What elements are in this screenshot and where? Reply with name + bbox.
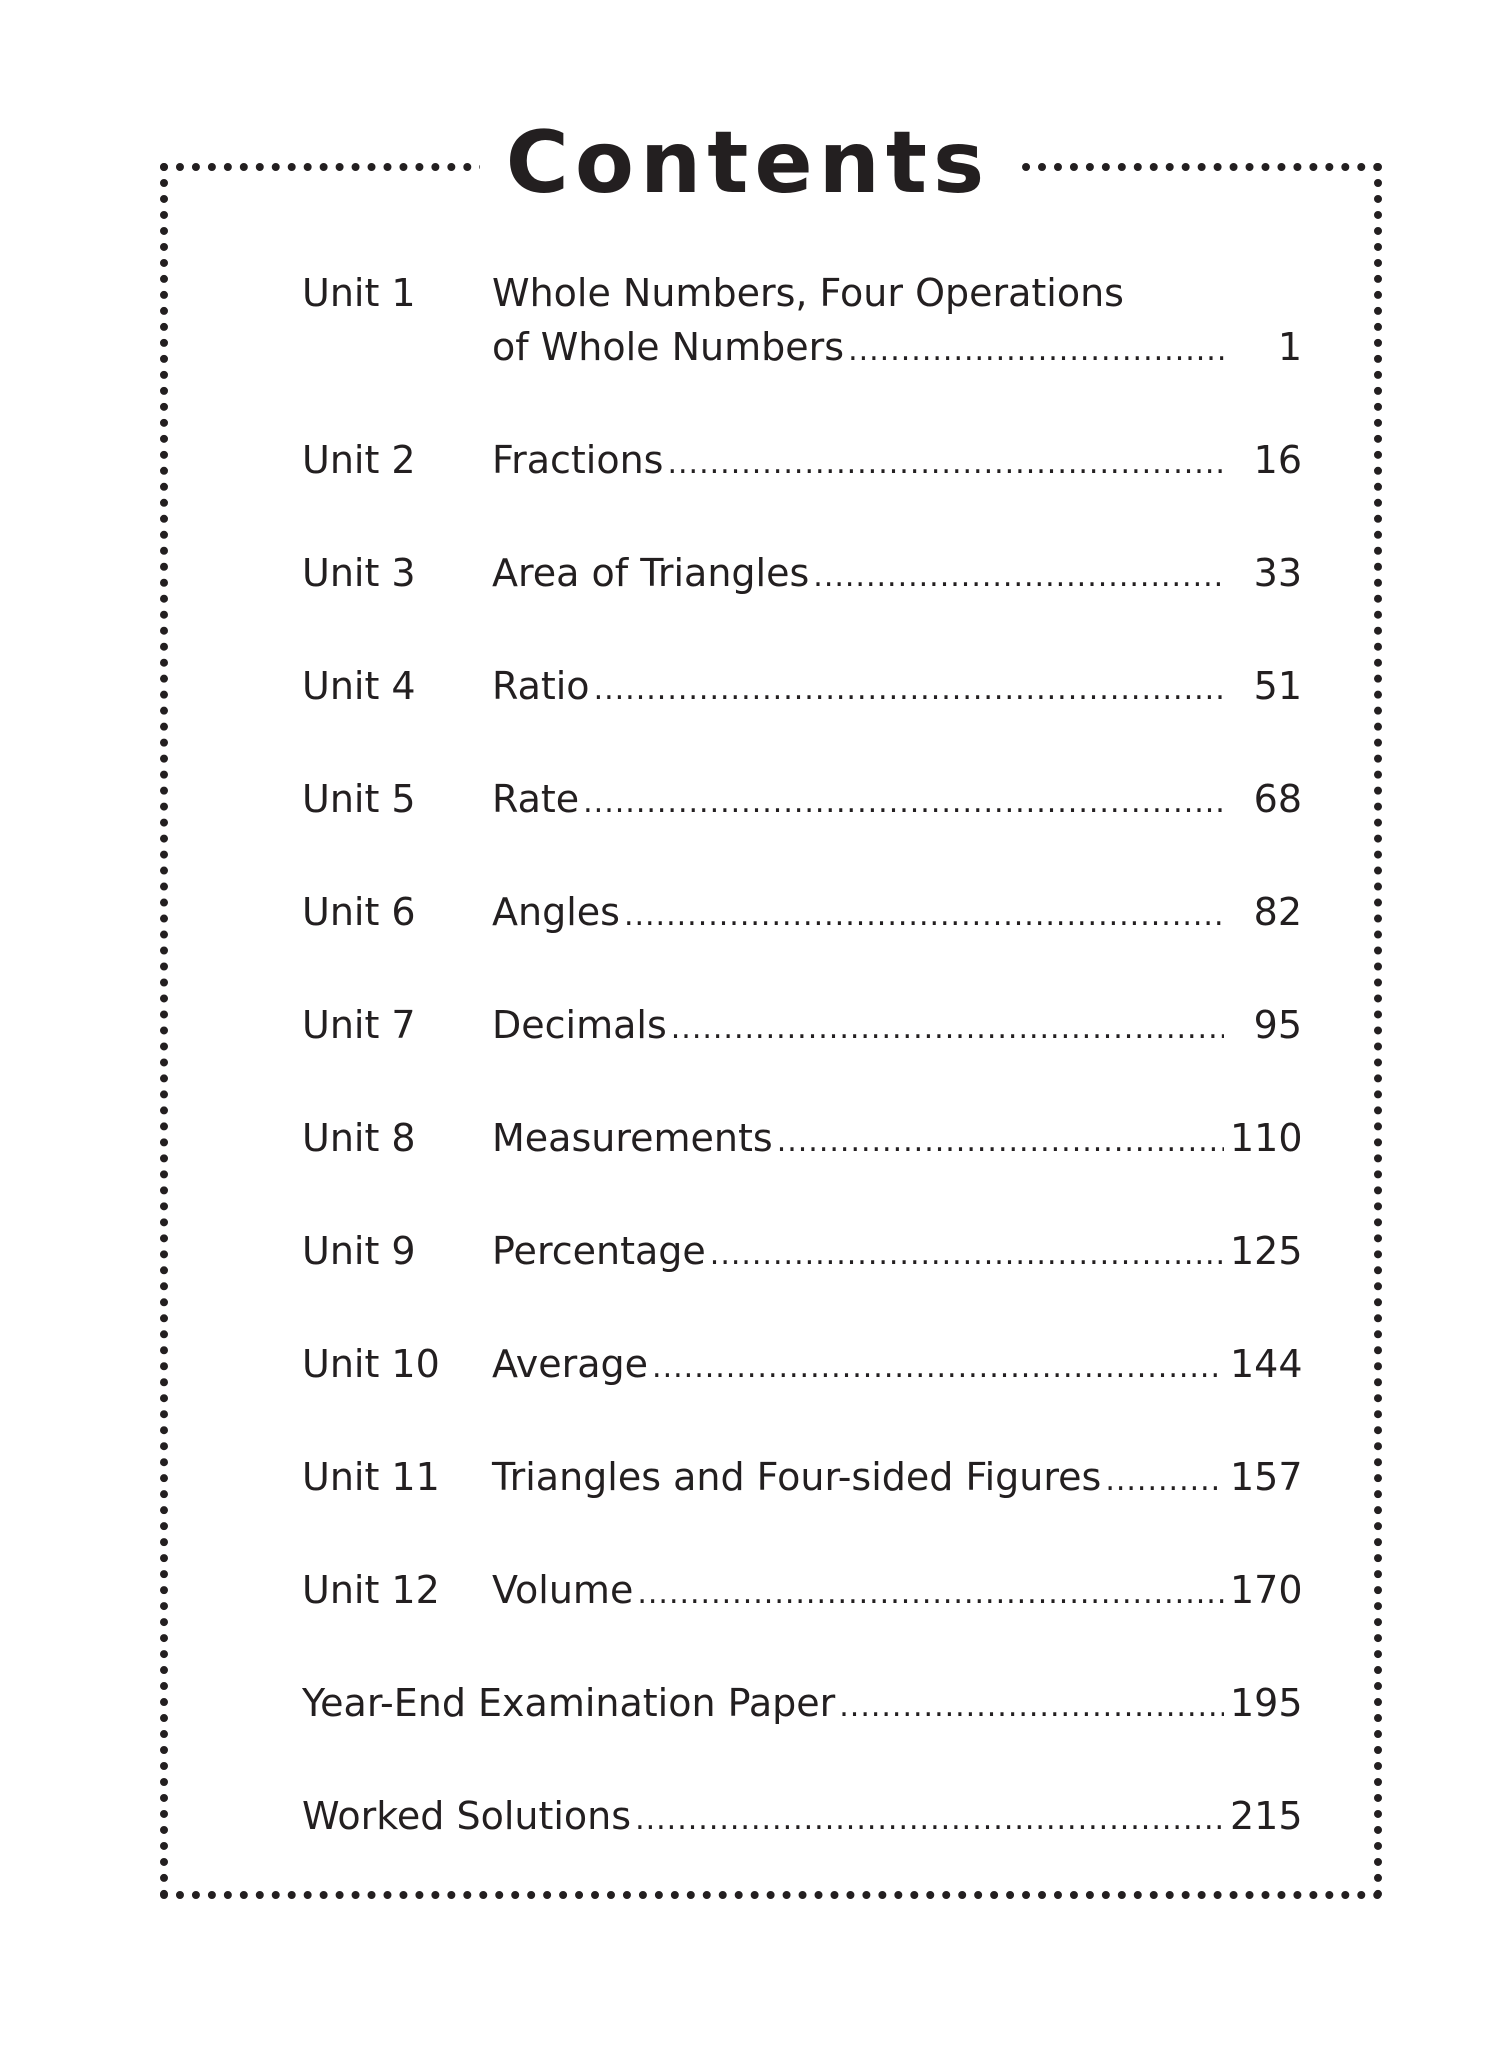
dot-leader bbox=[635, 1793, 1224, 1847]
dot-leader bbox=[1105, 1454, 1224, 1508]
unit-label: Unit 8 bbox=[302, 1116, 416, 1160]
page-number: 33 bbox=[1253, 551, 1302, 595]
page-number: 144 bbox=[1230, 1342, 1303, 1386]
unit-label: Unit 2 bbox=[302, 438, 416, 482]
entry-title: Worked Solutions bbox=[302, 1794, 632, 1838]
dot-leader bbox=[624, 889, 1224, 943]
page-number: 16 bbox=[1253, 438, 1302, 482]
unit-label: Unit 3 bbox=[302, 551, 416, 595]
unit-label: Unit 12 bbox=[302, 1568, 440, 1612]
page-number: 95 bbox=[1253, 1003, 1302, 1047]
dot-leader bbox=[839, 1680, 1224, 1734]
entry-title: Rate bbox=[492, 777, 580, 821]
unit-label: Unit 5 bbox=[302, 777, 416, 821]
toc-entry-unit-6[interactable] bbox=[302, 885, 1302, 943]
entry-title: Average bbox=[492, 1342, 649, 1386]
entry-title: Year-End Examination Paper bbox=[302, 1681, 836, 1725]
unit-label: Unit 4 bbox=[302, 664, 416, 708]
dot-leader bbox=[667, 437, 1224, 491]
entry-title: Area of Triangles bbox=[492, 551, 810, 595]
toc-entry-year-end-exam[interactable] bbox=[302, 1676, 1302, 1734]
table-of-contents bbox=[302, 266, 1302, 1902]
entry-title: Volume bbox=[492, 1568, 634, 1612]
page-number: 215 bbox=[1230, 1794, 1303, 1838]
toc-entry-unit-1[interactable] bbox=[302, 266, 1302, 378]
unit-label: Unit 9 bbox=[302, 1229, 416, 1273]
entry-title: Triangles and Four-sided Figures bbox=[492, 1455, 1102, 1499]
dot-leader bbox=[637, 1567, 1224, 1621]
toc-entry-unit-8[interactable] bbox=[302, 1111, 1302, 1169]
dot-leader bbox=[671, 1002, 1224, 1056]
page-number: 195 bbox=[1230, 1681, 1303, 1725]
unit-label: Unit 1 bbox=[302, 271, 416, 315]
entry-title: Angles bbox=[492, 890, 620, 934]
toc-entry-unit-3[interactable] bbox=[302, 546, 1302, 604]
dot-leader bbox=[583, 776, 1224, 830]
toc-entry-unit-2[interactable] bbox=[302, 433, 1302, 491]
page-number: 157 bbox=[1230, 1455, 1303, 1499]
entry-title-line-2: of Whole Numbers bbox=[492, 325, 845, 369]
entry-title: Fractions bbox=[492, 438, 664, 482]
dot-leader bbox=[710, 1228, 1224, 1282]
entry-title-line-1: Whole Numbers, Four Operations bbox=[492, 271, 1124, 315]
toc-entry-unit-4[interactable] bbox=[302, 659, 1302, 717]
page-number: 125 bbox=[1230, 1229, 1303, 1273]
page-number: 110 bbox=[1230, 1116, 1303, 1160]
toc-entry-unit-11[interactable] bbox=[302, 1450, 1302, 1508]
unit-label: Unit 7 bbox=[302, 1003, 416, 1047]
page-title: Contents bbox=[480, 108, 1016, 218]
toc-entry-unit-12[interactable] bbox=[302, 1563, 1302, 1621]
dot-leader bbox=[652, 1341, 1224, 1395]
unit-label: Unit 10 bbox=[302, 1342, 440, 1386]
dot-leader bbox=[848, 324, 1224, 378]
page-number: 51 bbox=[1253, 664, 1302, 708]
unit-label: Unit 6 bbox=[302, 890, 416, 934]
entry-title: Ratio bbox=[492, 664, 590, 708]
toc-entry-unit-5[interactable] bbox=[302, 772, 1302, 830]
dot-leader bbox=[777, 1115, 1224, 1169]
page-number: 170 bbox=[1230, 1568, 1303, 1612]
toc-entry-unit-9[interactable] bbox=[302, 1224, 1302, 1282]
toc-entry-unit-7[interactable] bbox=[302, 998, 1302, 1056]
dot-leader bbox=[594, 663, 1224, 717]
page-number: 1 bbox=[1277, 325, 1302, 369]
entry-title: Measurements bbox=[492, 1116, 773, 1160]
unit-label: Unit 11 bbox=[302, 1455, 440, 1499]
page-number: 68 bbox=[1253, 777, 1302, 821]
entry-title: Percentage bbox=[492, 1229, 706, 1273]
entry-title: Decimals bbox=[492, 1003, 667, 1047]
dot-leader bbox=[813, 550, 1224, 604]
page-number: 82 bbox=[1253, 890, 1302, 934]
toc-entry-unit-10[interactable] bbox=[302, 1337, 1302, 1395]
toc-entry-worked-solutions[interactable] bbox=[302, 1789, 1302, 1847]
